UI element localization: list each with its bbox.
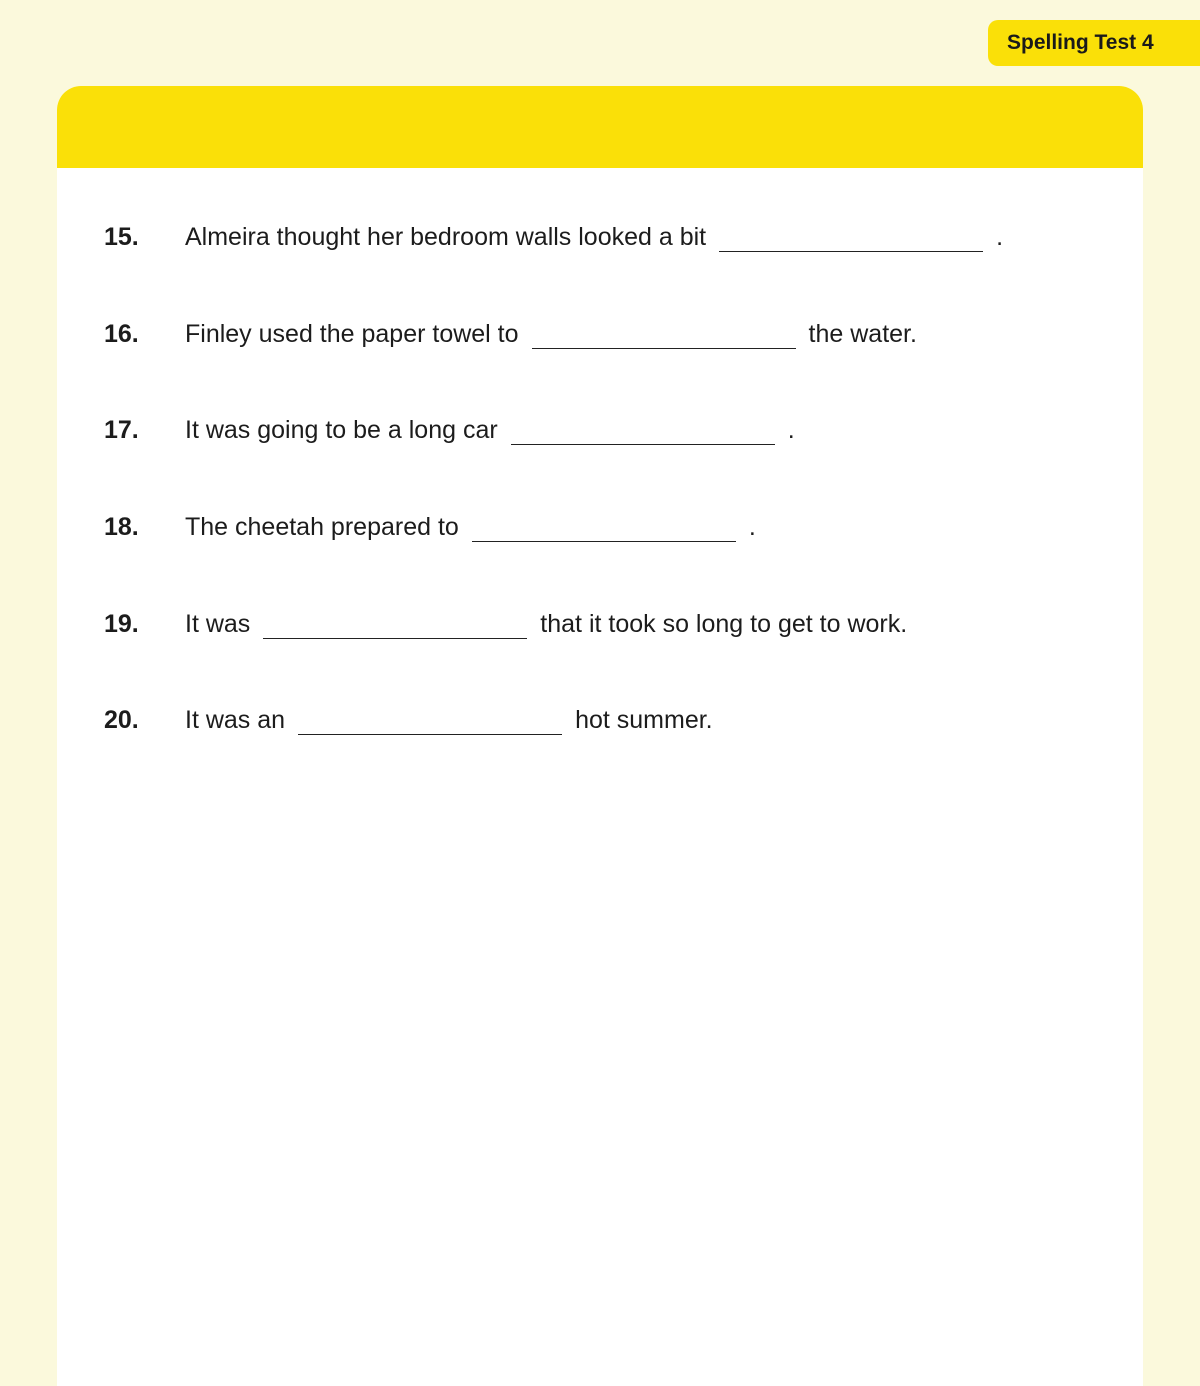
question-number: 19. — [104, 610, 139, 638]
question-sentence — [185, 700, 713, 740]
question-18 — [57, 507, 1057, 547]
sentence-start: The cheetah prepared to — [185, 512, 459, 541]
question-15 — [57, 217, 1057, 257]
question-number: 20. — [104, 706, 139, 734]
answer-blank[interactable] — [511, 417, 775, 445]
sentence-start: Almeira thought her bedroom walls looked a bit — [185, 222, 707, 251]
sentence-end: . — [748, 512, 756, 541]
sentence-start: It was going to be a long car — [185, 415, 498, 444]
sentence-end: . — [996, 222, 1004, 251]
question-17 — [57, 410, 1057, 450]
question-number: 15. — [104, 223, 139, 251]
question-19 — [57, 604, 1057, 644]
sentence-start: It was — [185, 609, 251, 638]
question-sentence — [185, 217, 1003, 257]
sentence-end: hot summer. — [575, 705, 713, 734]
question-sentence — [185, 410, 795, 450]
sentence-end: the water. — [808, 319, 917, 348]
question-sentence — [185, 314, 917, 354]
sentence-start: Finley used the paper towel to — [185, 319, 519, 348]
question-sentence — [185, 604, 907, 644]
worksheet-header-band — [57, 86, 1143, 168]
answer-blank[interactable] — [532, 321, 796, 349]
sentence-start: It was an — [185, 705, 286, 734]
answer-blank[interactable] — [719, 224, 983, 252]
sentence-end: . — [787, 415, 795, 444]
sentence-end: that it took so long to get to work. — [540, 609, 908, 638]
question-number: 16. — [104, 320, 139, 348]
spelling-test-tab: Spelling Test 4 — [988, 20, 1200, 66]
question-sentence — [185, 507, 756, 547]
answer-blank[interactable] — [263, 611, 527, 639]
question-20 — [57, 700, 1057, 740]
answer-blank[interactable] — [472, 514, 736, 542]
question-number: 17. — [104, 416, 139, 444]
question-16 — [57, 314, 1057, 354]
worksheet — [57, 86, 1143, 1386]
question-number: 18. — [104, 513, 139, 541]
answer-blank[interactable] — [298, 707, 562, 735]
